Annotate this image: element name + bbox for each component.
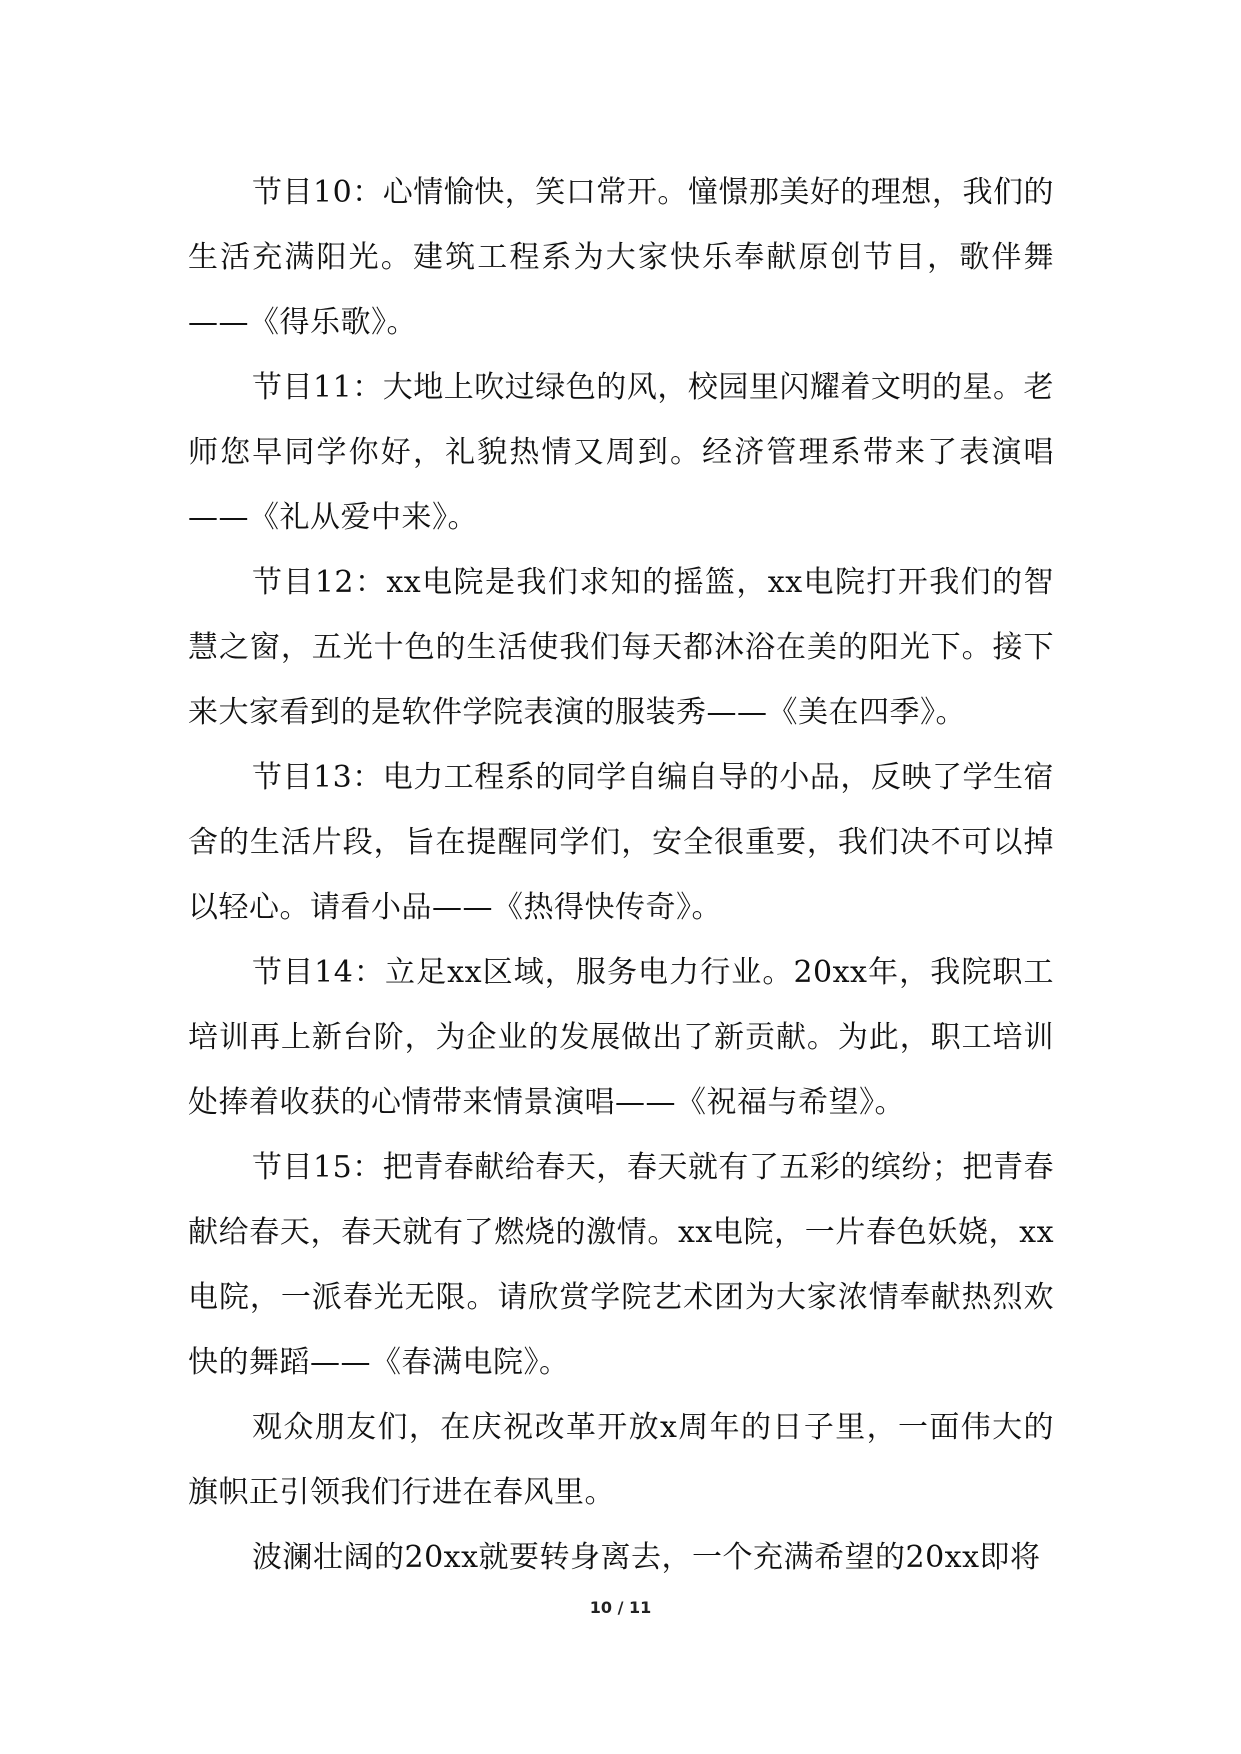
paragraph-audience: 观众朋友们，在庆祝改革开放x周年的日子里，一面伟大的旗帜正引领我们行进在春风里。 (188, 1410, 1054, 1510)
page-number: 10 / 11 (589, 1598, 652, 1617)
paragraph-program-12: 节目12：xx电院是我们求知的摇篮，xx电院打开我们的智慧之窗，五光十色的生活使我们每天都沐浴在美的阳光下。接下来大家看到的是软件学院表演的服装秀——《美在四季》。 (188, 565, 1054, 730)
paragraph-program-15: 节目15：把青春献给春天，春天就有了五彩的缤纷；把青春献给春天，春天就有了燃烧的激情。xx电院，一片春色妖娆，xx电院，一派春光无限。请欣赏学院艺术团为大家浓情奉献热烈欢快的舞蹈——《春满电院》。 (188, 1150, 1054, 1380)
paragraph-program-14: 节目14：立足xx区域，服务电力行业。20xx年，我院职工培训再上新台阶，为企业的发展做出了新贡献。为此，职工培训处捧着收获的心情带来情景演唱——《祝福与希望》。 (188, 955, 1054, 1120)
paragraph-program-11: 节目11：大地上吹过绿色的风，校园里闪耀着文明的星。老师您早同学你好，礼貌热情又周到。经济管理系带来了表演唱——《礼从爱中来》。 (188, 370, 1054, 535)
paragraph-program-13: 节目13：电力工程系的同学自编自导的小品，反映了学生宿舍的生活片段，旨在提醒同学们，安全很重要，我们决不可以掉以轻心。请看小品——《热得快传奇》。 (188, 760, 1054, 925)
paragraph-program-10: 节目10：心情愉快，笑口常开。憧憬那美好的理想，我们的生活充满阳光。建筑工程系为大家快乐奉献原创节目，歌伴舞——《得乐歌》。 (188, 175, 1054, 340)
document-body (188, 160, 1054, 1590)
paragraph-closing: 波澜壮阔的20xx就要转身离去，一个充满希望的20xx即将 (252, 1540, 1041, 1575)
